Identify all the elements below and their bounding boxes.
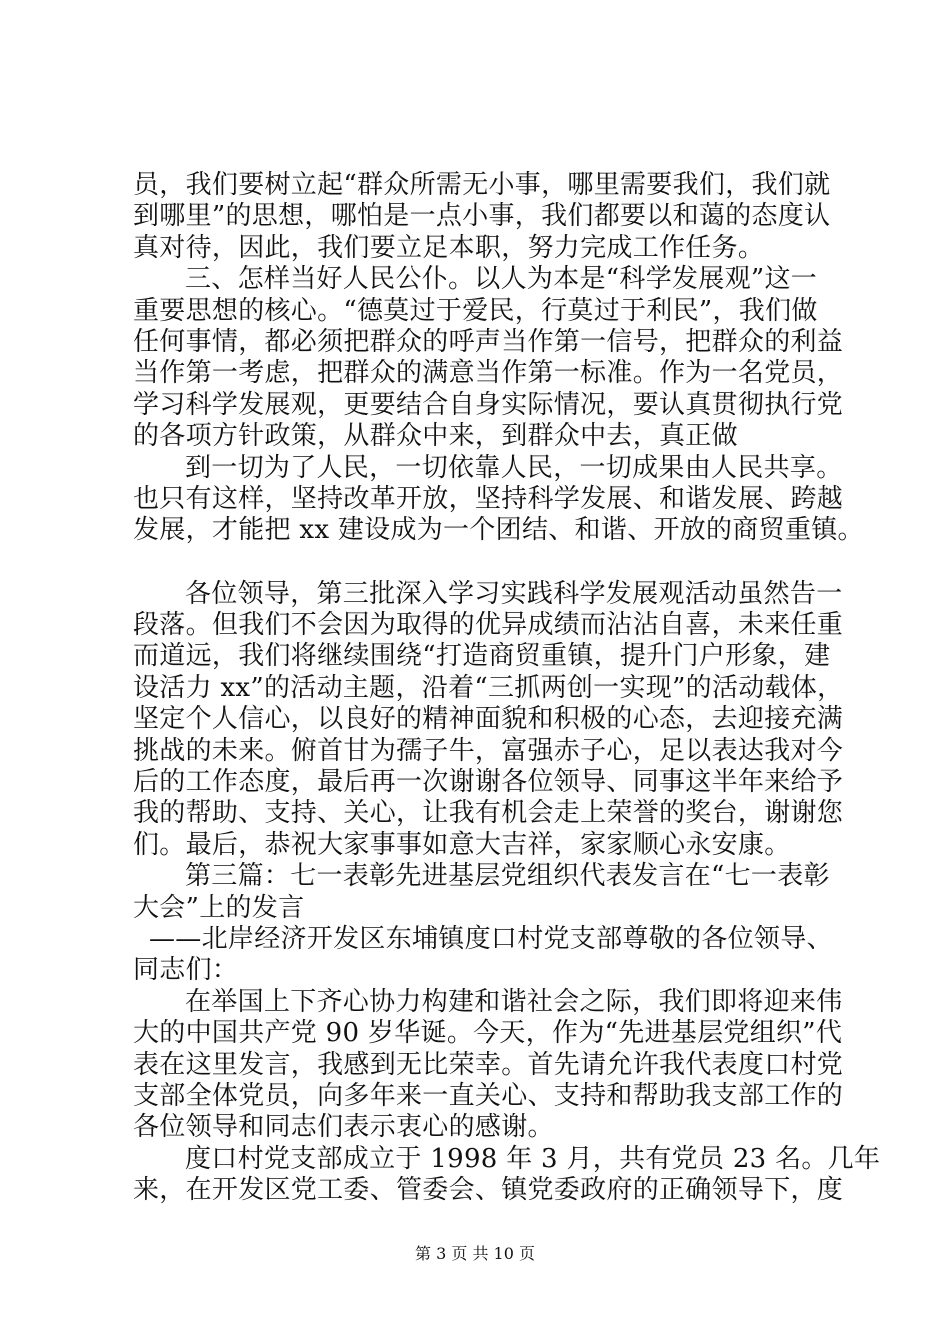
text-line: 到一切为了人民，一切依靠人民，一切成果由人民共享。: [185, 452, 843, 483]
text-line: 在举国上下齐心协力构建和谐社会之际，我们即将迎来伟: [185, 986, 843, 1017]
text-line: 后的工作态度，最后再一次谢谢各位领导、同事这半年来给予: [133, 767, 844, 798]
text-line: 设活力 xx”的活动主题，沿着“三抓两创一实现”的活动载体，: [133, 672, 844, 703]
text-line: 当作第一考虑，把群众的满意当作第一标准。作为一名党员，: [133, 358, 844, 389]
page-number-footer: 第 3 页 共 10 页: [415, 1244, 535, 1263]
paragraph-gap: [133, 547, 833, 579]
paragraph-1: [133, 170, 833, 264]
text-line: 段落。但我们不会因为取得的优异成绩而沾沾自喜，未来任重: [133, 610, 844, 641]
text-line: 而道远，我们将继续围绕“打造商贸重镇，提升门户形象，建: [133, 641, 831, 672]
text-line: 大会”上的发言: [133, 892, 305, 923]
text-line: 各位领导和同志们表示衷心的感谢。: [133, 1112, 554, 1143]
text-line: 坚定个人信心，以良好的精神面貌和积极的心态，去迎接充满: [133, 704, 844, 735]
text-line: 各位领导，第三批深入学习实践科学发展观活动虽然告一: [185, 578, 843, 609]
text-line: 度口村党支部成立于 1998 年 3 月，共有党员 23 名。几年: [185, 1143, 881, 1174]
paragraph-3: [133, 452, 864, 547]
speech-salutation: [133, 924, 833, 987]
text-line: 真对待，因此，我们要立足本职，努力完成工作任务。: [133, 232, 765, 263]
text-line: 第三篇：七一表彰先进基层党组织代表发言在“七一表彰: [185, 861, 830, 892]
text-line: 重要思想的核心。“德莫过于爱民，行莫过于利民”，我们做: [133, 295, 818, 326]
text-line: 们。最后，恭祝大家事事如意大吉祥，家家顺心永安康。: [133, 829, 791, 860]
text-line: 到哪里”的思想，哪怕是一点小事，我们都要以和蔼的态度认: [133, 201, 831, 232]
text-line: 大的中国共产党 90 岁华诞。今天，作为“先进基层党组织”代: [133, 1018, 843, 1049]
text-line: 同志们：: [133, 955, 239, 986]
paragraph-4: [133, 578, 844, 862]
paragraph-2: [133, 264, 844, 452]
text-line: 支部全体党员，向多年来一直关心、支持和帮助我支部工作的: [133, 1080, 844, 1111]
text-line: 发展，才能把 xx 建设成为一个团结、和谐、开放的商贸重镇。: [133, 515, 864, 546]
text-line: 任何事情，都必须把群众的呼声当作第一信号，把群众的利益: [133, 326, 844, 357]
text-line: 也只有这样，坚持改革开放，坚持科学发展、和谐发展、跨越: [133, 483, 844, 514]
text-line: ——北岸经济开发区东埔镇度口村党支部尊敬的各位领导、: [149, 923, 833, 954]
text-line: 挑战的未来。俯首甘为孺子牛，富强赤子心，足以表达我对今: [133, 735, 844, 766]
paragraph-8: [133, 1143, 881, 1207]
text-line: 员，我们要树立起“群众所需无小事，哪里需要我们，我们就: [133, 170, 831, 200]
paragraph-7: [133, 986, 844, 1144]
text-line: 三、怎样当好人民公仆。以人为本是“科学发展观”这一: [185, 264, 818, 295]
section-heading: [133, 861, 833, 924]
text-line: 我的帮助、支持、关心，让我有机会走上荣誉的奖台，谢谢您: [133, 798, 844, 829]
text-line: 学习科学发展观，更要结合自身实际情况，要认真贯彻执行党: [133, 389, 844, 420]
document-body: [133, 170, 881, 1207]
text-line: 表在这里发言，我感到无比荣幸。首先请允许我代表度口村党: [133, 1049, 844, 1080]
text-line: 来，在开发区党工委、管委会、镇党委政府的正确领导下，度: [133, 1175, 844, 1206]
text-line: 的各项方针政策，从群众中来，到群众中去，真正做: [133, 421, 738, 452]
